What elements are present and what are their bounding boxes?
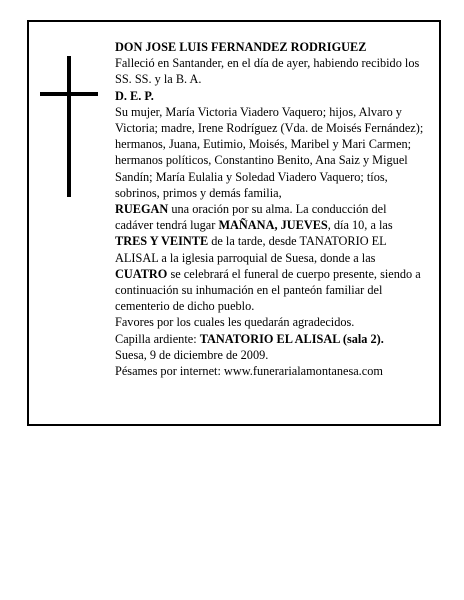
- funeral-request: [115, 201, 425, 314]
- chapel-line: [115, 331, 425, 347]
- latin-cross-icon: [29, 22, 109, 222]
- death-statement: Falleció en Santander, en el día de ayer, habiendo recibido los SS. SS. y la B. A.: [115, 56, 420, 87]
- rest-in-peace: D. E. P.: [115, 88, 154, 103]
- request-text-1: una oración por su alma. La conducción del cadáver tendrá lugar: [115, 202, 387, 233]
- deceased-name: DON JOSE LUIS FERNANDEZ RODRIGUEZ: [115, 40, 367, 54]
- procession-time: TRES Y VEINTE: [115, 234, 209, 249]
- request-text-3: de la tarde, desde TANATORIO EL ALISAL a la iglesia parroquial de Suesa, donde a las: [115, 234, 387, 265]
- obituary-notice: [27, 20, 441, 426]
- condolences-line: Pésames por internet: www.funerarialamontanesa.com: [115, 364, 383, 379]
- request-text-4: se celebrará el funeral de cuerpo presente, siendo a continuación su inhumación en el panteón familiar del cementerio de dicho pueblo.: [115, 266, 421, 314]
- family-list: Su mujer, María Victoria Viadero Vaquero; hijos, Alvaro y Victoria; madre, Irene Rodríguez (Vda. de Moisés Fernández); hermanos, Juana, Eutimio, Moisés, Maribel y Mari Carmen; hermanos políticos, Constantino Benito, Ana Saiz y Miguel Sandín; María Eulalia y Soledad Viadero Vaquero; tíos, sobrinos, primos y demás familia,: [115, 104, 424, 200]
- chapel-place: TANATORIO EL ALISAL (sala 2).: [199, 331, 384, 346]
- request-text-2: , día 10, a las: [327, 218, 393, 233]
- place-date: Suesa, 9 de diciembre de 2009.: [115, 347, 269, 362]
- ruegan-label: RUEGAN: [115, 202, 169, 217]
- thanks-line: Favores por los cuales les quedarán agradecidos.: [115, 315, 355, 330]
- chapel-label: Capilla ardiente:: [115, 331, 200, 346]
- notice-text: [115, 39, 425, 379]
- funeral-day: MAÑANA, JUEVES: [218, 218, 328, 233]
- funeral-time: CUATRO: [115, 266, 168, 281]
